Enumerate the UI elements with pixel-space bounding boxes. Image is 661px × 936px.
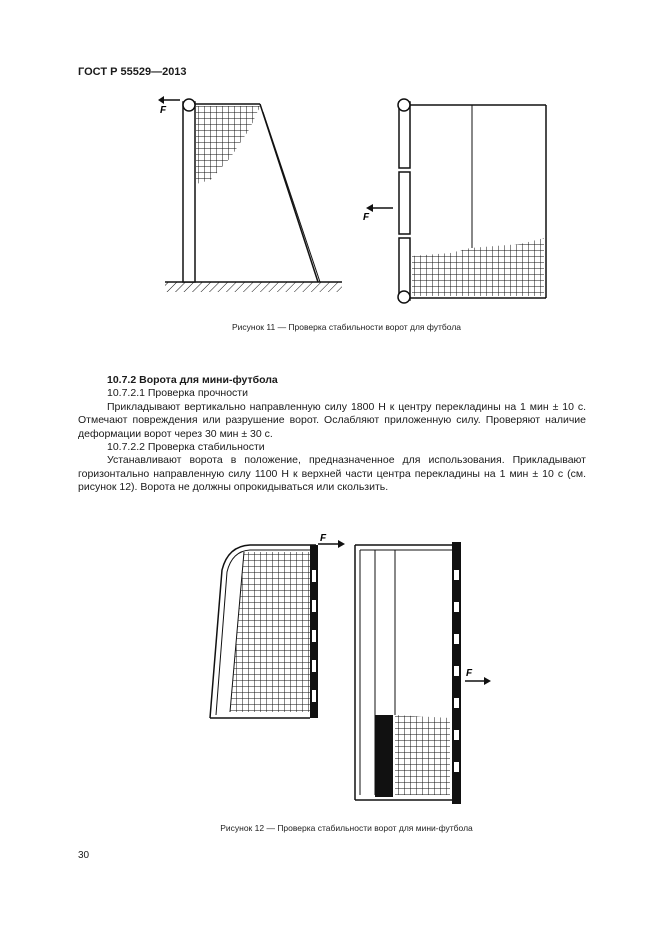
- fig11-force-label-left: F: [160, 105, 167, 116]
- fig12-force-label-left: F: [320, 533, 327, 544]
- fig11-side-view: [158, 96, 342, 292]
- page-number: 30: [78, 850, 90, 861]
- figure-12-caption: Рисунок 12 — Проверка стабильности ворот для мини-футбола: [220, 823, 473, 833]
- document-header: ГОСТ Р 55529—2013: [78, 66, 187, 78]
- fig12-side-view: [210, 533, 345, 718]
- fig12-force-label-right: F: [466, 668, 473, 679]
- fig11-front-view: [363, 99, 546, 303]
- figure-11-diagram: [150, 88, 560, 310]
- fig12-front-view: [355, 542, 491, 804]
- section-10-7-2: [78, 374, 586, 495]
- figure-11-caption: Рисунок 11 — Проверка стабильности ворот для футбола: [231, 322, 462, 332]
- section-heading: 10.7.2 Ворота для мини-футбола: [107, 374, 278, 386]
- figure-12-diagram: [200, 530, 500, 810]
- subsection-10-7-2-2: 10.7.2.2 Проверка стабильности: [107, 441, 265, 454]
- subsection-10-7-2-1: 10.7.2.1 Проверка прочности: [107, 387, 248, 400]
- paragraph-stability-test: Устанавливают ворота в положение, предназначенное для использования. Прикладывают горизонтально направленную силу 1100 Н к верхней части центра перекладины на 1 мин ± 10 с (см. рисунок 12). Ворота не должны опрокидываться или скользить.: [78, 454, 586, 494]
- fig11-force-label-right: F: [363, 212, 370, 223]
- paragraph-strength-test: Прикладывают вертикально направленную силу 1800 Н к центру перекладины на 1 мин ± 10 с. Отмечают повреждения или разрушение ворот. Ослабляют приложенную силу. Проверяют наличие деформации ворот через 30 мин ± 30 с.: [78, 400, 586, 440]
